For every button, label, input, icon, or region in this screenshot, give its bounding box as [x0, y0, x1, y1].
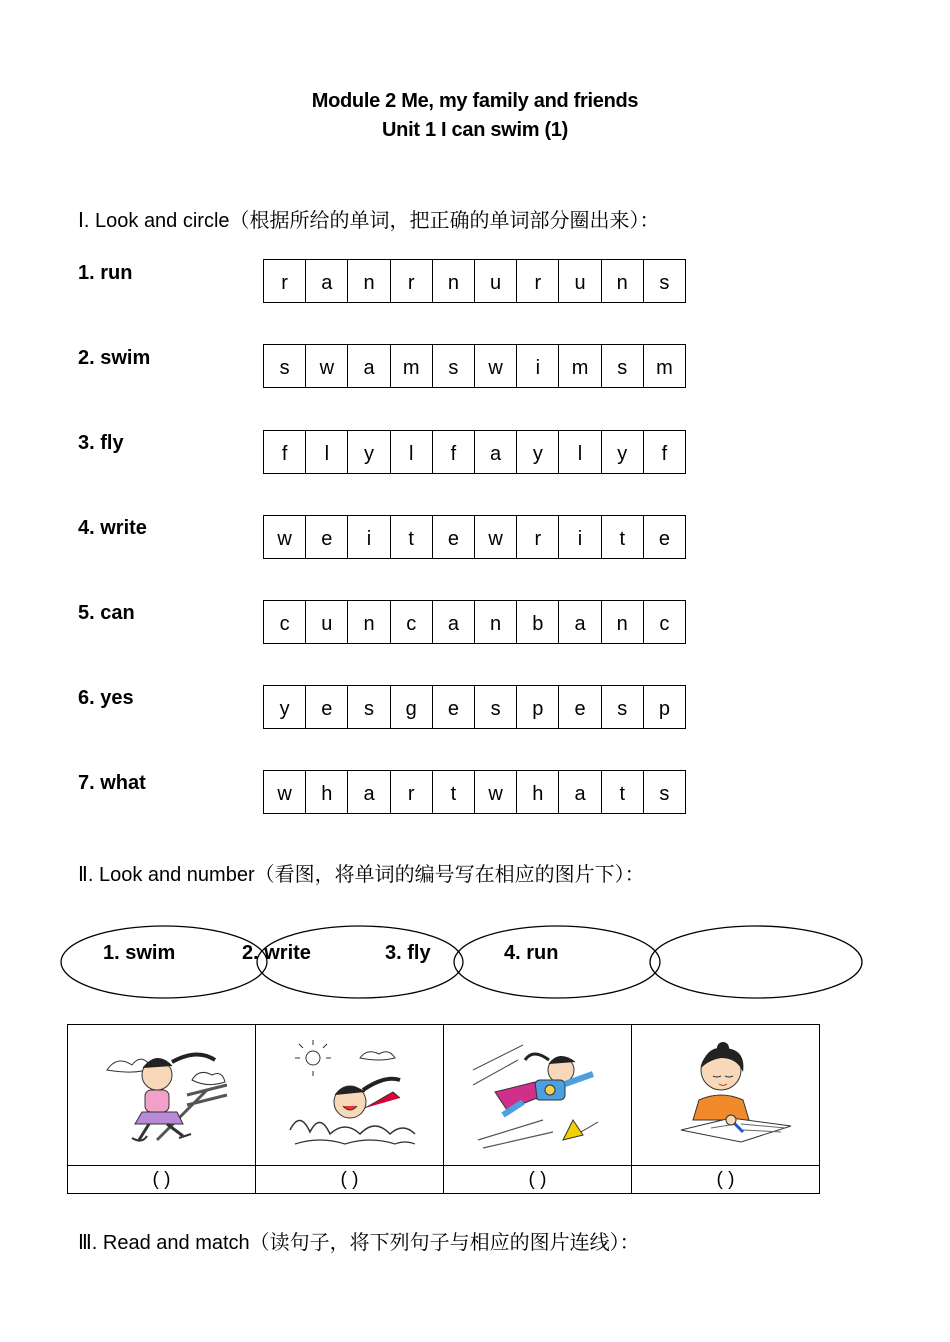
picture-cell: [68, 1025, 256, 1166]
word-label: 5. can: [78, 602, 135, 624]
letter-grid: [263, 600, 686, 644]
answer-blank[interactable]: ( ): [444, 1166, 632, 1194]
word-label: 7. what: [78, 772, 146, 794]
letter-cell[interactable]: p: [658, 697, 670, 720]
letter-cell[interactable]: l: [559, 431, 601, 473]
answer-blank[interactable]: ( ): [632, 1166, 820, 1194]
letter-grid: [263, 344, 686, 388]
letter-cell[interactable]: a: [559, 601, 601, 643]
letter-cell[interactable]: w: [264, 516, 306, 558]
letter-cell[interactable]: w: [475, 345, 517, 387]
letter-cell[interactable]: n: [348, 601, 390, 643]
section-2-heading: Ⅱ. Look and number（看图，将单词的编号写在相应的图片下）：: [78, 864, 645, 886]
word-label: 6. yes: [78, 687, 134, 709]
letter-grid: [263, 259, 686, 303]
letter-cell[interactable]: w: [264, 771, 306, 813]
letter-cell[interactable]: w: [475, 516, 517, 558]
letter-cell[interactable]: h: [517, 771, 559, 813]
letter-cell[interactable]: u: [559, 260, 601, 302]
picture-cell: [632, 1025, 820, 1166]
letter-cell[interactable]: u: [306, 601, 348, 643]
letter-cell[interactable]: a: [433, 601, 475, 643]
letter-cell[interactable]: g: [391, 686, 433, 728]
letter-cell[interactable]: s: [602, 345, 644, 387]
letter-cell[interactable]: w: [475, 771, 517, 813]
letter-cell[interactable]: a: [348, 345, 390, 387]
letter-cell[interactable]: a: [559, 771, 601, 813]
unit-title: Unit 1 I can swim (1): [382, 119, 568, 141]
letter-cell[interactable]: n: [475, 601, 517, 643]
word-label: 3. fly: [78, 432, 124, 454]
letter-cell[interactable]: t: [602, 771, 644, 813]
write-icon: [651, 1040, 801, 1150]
letter-cell[interactable]: r: [391, 771, 433, 813]
letter-cell[interactable]: n: [433, 260, 475, 302]
letter-cell[interactable]: w: [306, 345, 348, 387]
letter-cell[interactable]: t: [433, 771, 475, 813]
letter-cell[interactable]: c: [391, 601, 433, 643]
letter-cell[interactable]: n: [348, 260, 390, 302]
letter-cell[interactable]: r: [264, 260, 306, 302]
letter-cell[interactable]: s: [659, 782, 670, 805]
letter-cell[interactable]: a: [306, 260, 348, 302]
letter-cell[interactable]: c: [659, 612, 670, 635]
letter-cell[interactable]: s: [602, 686, 644, 728]
section-3-heading: Ⅲ. Read and match（读句子，将下列句子与相应的图片连线）：: [78, 1232, 640, 1254]
letter-cell[interactable]: h: [306, 771, 348, 813]
letter-cell[interactable]: s: [264, 345, 306, 387]
letter-cell[interactable]: i: [517, 345, 559, 387]
letter-cell[interactable]: s: [433, 345, 475, 387]
letter-cell[interactable]: m: [656, 356, 673, 379]
letter-cell[interactable]: f: [661, 442, 668, 465]
module-title: Module 2 Me, my family and friends: [311, 90, 639, 112]
letter-cell[interactable]: i: [348, 516, 390, 558]
fly-icon: [463, 1040, 613, 1150]
picture-cell: [444, 1025, 632, 1166]
picture-cell: [256, 1025, 444, 1166]
section-1-heading: Ⅰ. Look and circle（根据所给的单词，把正确的单词部分圈出来）：: [78, 210, 660, 232]
letter-cell[interactable]: s: [348, 686, 390, 728]
letter-cell[interactable]: y: [264, 686, 306, 728]
letter-cell[interactable]: e: [306, 516, 348, 558]
letter-cell[interactable]: r: [517, 260, 559, 302]
letter-cell[interactable]: m: [391, 345, 433, 387]
letter-cell[interactable]: m: [559, 345, 601, 387]
letter-cell[interactable]: i: [559, 516, 601, 558]
letter-cell[interactable]: e: [559, 686, 601, 728]
letter-cell[interactable]: u: [475, 260, 517, 302]
letter-cell[interactable]: n: [602, 601, 644, 643]
letter-grid: [263, 515, 686, 559]
letter-cell[interactable]: y: [348, 431, 390, 473]
option-write: 2. write: [242, 942, 311, 964]
answer-blank[interactable]: ( ): [256, 1166, 444, 1194]
letter-cell[interactable]: e: [658, 527, 670, 550]
word-ovals: [58, 922, 868, 1004]
letter-cell[interactable]: s: [659, 271, 670, 294]
run-icon: [87, 1040, 237, 1150]
letter-cell[interactable]: e: [433, 686, 475, 728]
word-label: 1. run: [78, 262, 133, 284]
letter-cell[interactable]: r: [391, 260, 433, 302]
word-label: 2. swim: [78, 347, 151, 369]
letter-cell[interactable]: l: [391, 431, 433, 473]
letter-cell[interactable]: b: [517, 601, 559, 643]
letter-cell[interactable]: e: [306, 686, 348, 728]
letter-cell[interactable]: s: [475, 686, 517, 728]
option-swim: 1. swim: [103, 942, 176, 964]
letter-cell[interactable]: a: [348, 771, 390, 813]
letter-cell[interactable]: a: [475, 431, 517, 473]
letter-cell[interactable]: f: [433, 431, 475, 473]
letter-cell[interactable]: n: [602, 260, 644, 302]
letter-grid: [263, 685, 686, 729]
picture-table: [67, 1024, 820, 1194]
answer-blank[interactable]: ( ): [68, 1166, 256, 1194]
letter-grid: [263, 770, 686, 814]
letter-cell[interactable]: r: [517, 516, 559, 558]
letter-cell[interactable]: y: [517, 431, 559, 473]
swim-icon: [275, 1040, 425, 1150]
letter-cell[interactable]: y: [602, 431, 644, 473]
letter-cell[interactable]: p: [517, 686, 559, 728]
oval-4: [650, 926, 862, 998]
letter-cell[interactable]: t: [391, 516, 433, 558]
letter-cell[interactable]: c: [264, 601, 306, 643]
letter-cell[interactable]: l: [306, 431, 348, 473]
word-label: 4. write: [78, 517, 147, 539]
option-fly: 3. fly: [385, 942, 431, 964]
letter-cell[interactable]: f: [264, 431, 306, 473]
option-run: 4. run: [504, 942, 559, 964]
letter-grid: [263, 430, 686, 474]
letter-cell[interactable]: t: [602, 516, 644, 558]
letter-cell[interactable]: e: [433, 516, 475, 558]
